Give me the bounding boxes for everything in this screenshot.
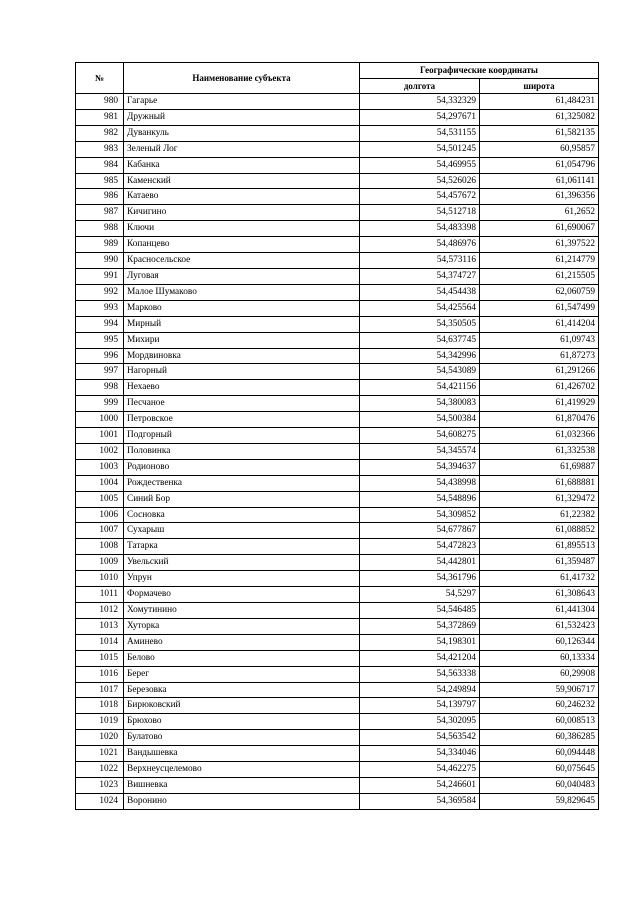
latitude-value: 61,2652 [480,205,599,221]
latitude-value: 60,386285 [480,730,599,746]
subject-name: Мирный [124,316,360,332]
row-number: 988 [76,221,124,237]
subject-name: Хомутинино [124,603,360,619]
subject-name: Катаево [124,189,360,205]
row-number: 989 [76,237,124,253]
row-number: 1024 [76,793,124,809]
longitude-value: 54,501245 [360,141,480,157]
latitude-value: 60,13334 [480,650,599,666]
row-number: 991 [76,268,124,284]
longitude-value: 54,677867 [360,523,480,539]
table-body [76,94,599,810]
row-number: 1016 [76,666,124,682]
subject-name: Воронино [124,793,360,809]
longitude-value: 54,637745 [360,332,480,348]
latitude-value: 61,484231 [480,94,599,110]
latitude-value: 60,008513 [480,714,599,730]
longitude-value: 54,469955 [360,157,480,173]
latitude-value: 61,532423 [480,618,599,634]
table-row [76,555,599,571]
subject-name: Сосновка [124,507,360,523]
row-number: 990 [76,253,124,269]
row-number: 998 [76,380,124,396]
longitude-value: 54,249894 [360,682,480,698]
latitude-value: 62,060759 [480,284,599,300]
table-row [76,793,599,809]
table-row [76,762,599,778]
subject-name: Луговая [124,268,360,284]
table-row [76,396,599,412]
row-number: 1013 [76,618,124,634]
row-number: 1006 [76,507,124,523]
row-number: 981 [76,109,124,125]
longitude-value: 54,442801 [360,555,480,571]
longitude-value: 54,334046 [360,746,480,762]
latitude-value: 61,397522 [480,237,599,253]
subject-name: Зеленый Лог [124,141,360,157]
table-row [76,332,599,348]
latitude-value: 61,332538 [480,443,599,459]
latitude-value: 61,582135 [480,125,599,141]
subject-name: Сухарыш [124,523,360,539]
subject-name: Копанцево [124,237,360,253]
row-number: 994 [76,316,124,332]
table-row [76,475,599,491]
row-number: 1001 [76,428,124,444]
table-row [76,523,599,539]
longitude-value: 54,548896 [360,491,480,507]
row-number: 1004 [76,475,124,491]
latitude-value: 60,246232 [480,698,599,714]
subject-name: Мордвиновка [124,348,360,364]
longitude-value: 54,531155 [360,125,480,141]
longitude-value: 54,380083 [360,396,480,412]
table-row [76,141,599,157]
latitude-value: 61,870476 [480,412,599,428]
longitude-value: 54,573116 [360,253,480,269]
table-row [76,348,599,364]
table-row [76,539,599,555]
table-row [76,618,599,634]
table-row [76,666,599,682]
row-number: 985 [76,173,124,189]
longitude-value: 54,361796 [360,571,480,587]
longitude-value: 54,472823 [360,539,480,555]
longitude-value: 54,486976 [360,237,480,253]
longitude-value: 54,526026 [360,173,480,189]
subject-name: Увельский [124,555,360,571]
subject-name: Белово [124,650,360,666]
row-number: 999 [76,396,124,412]
subject-name: Подгорный [124,428,360,444]
subject-name: Нехаево [124,380,360,396]
latitude-value: 61,87273 [480,348,599,364]
longitude-value: 54,345574 [360,443,480,459]
table-row [76,157,599,173]
row-number: 1000 [76,412,124,428]
table-row [76,412,599,428]
row-number: 1009 [76,555,124,571]
longitude-value: 54,546485 [360,603,480,619]
table-row [76,777,599,793]
latitude-value: 61,414204 [480,316,599,332]
subject-name: Кабанка [124,157,360,173]
table-row [76,268,599,284]
table-row [76,284,599,300]
row-number: 986 [76,189,124,205]
latitude-value: 61,308643 [480,587,599,603]
row-number: 1019 [76,714,124,730]
row-number: 997 [76,364,124,380]
table-row [76,698,599,714]
longitude-value: 54,512718 [360,205,480,221]
subject-name: Хуторка [124,618,360,634]
column-header-latitude: широта [480,78,599,94]
row-number: 1008 [76,539,124,555]
longitude-value: 54,483398 [360,221,480,237]
latitude-value: 61,22382 [480,507,599,523]
table-header-row [76,63,599,79]
table-row [76,205,599,221]
subject-name: Малое Шумаково [124,284,360,300]
row-number: 980 [76,94,124,110]
table-row [76,730,599,746]
row-number: 1020 [76,730,124,746]
subject-name: Булатово [124,730,360,746]
table-row [76,746,599,762]
table-row [76,316,599,332]
latitude-value: 60,040483 [480,777,599,793]
latitude-value: 61,329472 [480,491,599,507]
latitude-value: 61,291266 [480,364,599,380]
subject-name: Ключи [124,221,360,237]
latitude-value: 61,688881 [480,475,599,491]
row-number: 996 [76,348,124,364]
row-number: 1005 [76,491,124,507]
subject-name: Дуванкуль [124,125,360,141]
table-row [76,650,599,666]
longitude-value: 54,563338 [360,666,480,682]
table-row [76,587,599,603]
latitude-value: 61,325082 [480,109,599,125]
subject-name: Родионово [124,459,360,475]
table-row [76,109,599,125]
longitude-value: 54,374727 [360,268,480,284]
subject-name: Аминево [124,634,360,650]
latitude-value: 61,441304 [480,603,599,619]
row-number: 1012 [76,603,124,619]
column-header-number: № [76,63,124,94]
subject-name: Нагорный [124,364,360,380]
longitude-value: 54,246601 [360,777,480,793]
longitude-value: 54,332329 [360,94,480,110]
latitude-value: 61,396356 [480,189,599,205]
latitude-value: 59,829645 [480,793,599,809]
latitude-value: 61,426702 [480,380,599,396]
latitude-value: 60,29908 [480,666,599,682]
longitude-value: 54,563542 [360,730,480,746]
latitude-value: 61,895513 [480,539,599,555]
longitude-value: 54,5297 [360,587,480,603]
subject-name: Синий Бор [124,491,360,507]
subject-name: Татарка [124,539,360,555]
subject-name: Верхнеусцелемово [124,762,360,778]
row-number: 1007 [76,523,124,539]
longitude-value: 54,543089 [360,364,480,380]
row-number: 995 [76,332,124,348]
table-row [76,634,599,650]
subject-name: Формачево [124,587,360,603]
longitude-value: 54,462275 [360,762,480,778]
longitude-value: 54,302095 [360,714,480,730]
table-row [76,94,599,110]
subject-name: Дружный [124,109,360,125]
subject-name: Половинка [124,443,360,459]
longitude-value: 54,297671 [360,109,480,125]
row-number: 983 [76,141,124,157]
subject-name: Березовка [124,682,360,698]
latitude-value: 60,094448 [480,746,599,762]
subject-name: Упрун [124,571,360,587]
longitude-value: 54,438998 [360,475,480,491]
longitude-value: 54,454438 [360,284,480,300]
column-header-longitude: долгота [360,78,480,94]
row-number: 1018 [76,698,124,714]
latitude-value: 61,690067 [480,221,599,237]
column-header-name: Наименование субъекта [124,63,360,94]
row-number: 1022 [76,762,124,778]
subject-name: Берег [124,666,360,682]
row-number: 1003 [76,459,124,475]
table-row [76,682,599,698]
longitude-value: 54,342996 [360,348,480,364]
table-row [76,507,599,523]
table-row [76,300,599,316]
longitude-value: 54,421204 [360,650,480,666]
subject-name: Каменский [124,173,360,189]
table-row [76,714,599,730]
table-row [76,221,599,237]
row-number: 984 [76,157,124,173]
subject-name: Гагарье [124,94,360,110]
longitude-value: 54,309852 [360,507,480,523]
subject-name: Кичигино [124,205,360,221]
row-number: 993 [76,300,124,316]
row-number: 1015 [76,650,124,666]
subject-name: Михири [124,332,360,348]
table-row [76,603,599,619]
subject-name: Петровское [124,412,360,428]
subject-name: Вандышевка [124,746,360,762]
coordinates-table [75,62,599,810]
latitude-value: 61,088852 [480,523,599,539]
table-row [76,459,599,475]
longitude-value: 54,372869 [360,618,480,634]
table-row [76,173,599,189]
longitude-value: 54,608275 [360,428,480,444]
table-row [76,237,599,253]
latitude-value: 61,69887 [480,459,599,475]
column-header-coordinates: Географические координаты [360,63,599,79]
latitude-value: 60,95857 [480,141,599,157]
row-number: 1014 [76,634,124,650]
latitude-value: 59,906717 [480,682,599,698]
row-number: 1002 [76,443,124,459]
latitude-value: 61,214779 [480,253,599,269]
latitude-value: 61,09743 [480,332,599,348]
row-number: 992 [76,284,124,300]
latitude-value: 61,215505 [480,268,599,284]
longitude-value: 54,500384 [360,412,480,428]
row-number: 1010 [76,571,124,587]
table-row [76,443,599,459]
latitude-value: 61,419929 [480,396,599,412]
longitude-value: 54,394637 [360,459,480,475]
latitude-value: 61,054796 [480,157,599,173]
row-number: 982 [76,125,124,141]
table-row [76,380,599,396]
row-number: 1023 [76,777,124,793]
subject-name: Песчаное [124,396,360,412]
row-number: 987 [76,205,124,221]
longitude-value: 54,457672 [360,189,480,205]
latitude-value: 61,41732 [480,571,599,587]
table-row [76,253,599,269]
subject-name: Бирюковский [124,698,360,714]
table-row [76,571,599,587]
longitude-value: 54,139797 [360,698,480,714]
latitude-value: 61,032366 [480,428,599,444]
subject-name: Вишневка [124,777,360,793]
table-row [76,189,599,205]
longitude-value: 54,421156 [360,380,480,396]
latitude-value: 61,547499 [480,300,599,316]
latitude-value: 60,075645 [480,762,599,778]
latitude-value: 61,359487 [480,555,599,571]
table-row [76,428,599,444]
table-row [76,364,599,380]
table-row [76,125,599,141]
row-number: 1017 [76,682,124,698]
latitude-value: 60,126344 [480,634,599,650]
subject-name: Рождественка [124,475,360,491]
table-row [76,491,599,507]
longitude-value: 54,425564 [360,300,480,316]
longitude-value: 54,369584 [360,793,480,809]
subject-name: Марково [124,300,360,316]
latitude-value: 61,061141 [480,173,599,189]
longitude-value: 54,198301 [360,634,480,650]
subject-name: Брюхово [124,714,360,730]
subject-name: Красносельское [124,253,360,269]
longitude-value: 54,350505 [360,316,480,332]
row-number: 1021 [76,746,124,762]
row-number: 1011 [76,587,124,603]
